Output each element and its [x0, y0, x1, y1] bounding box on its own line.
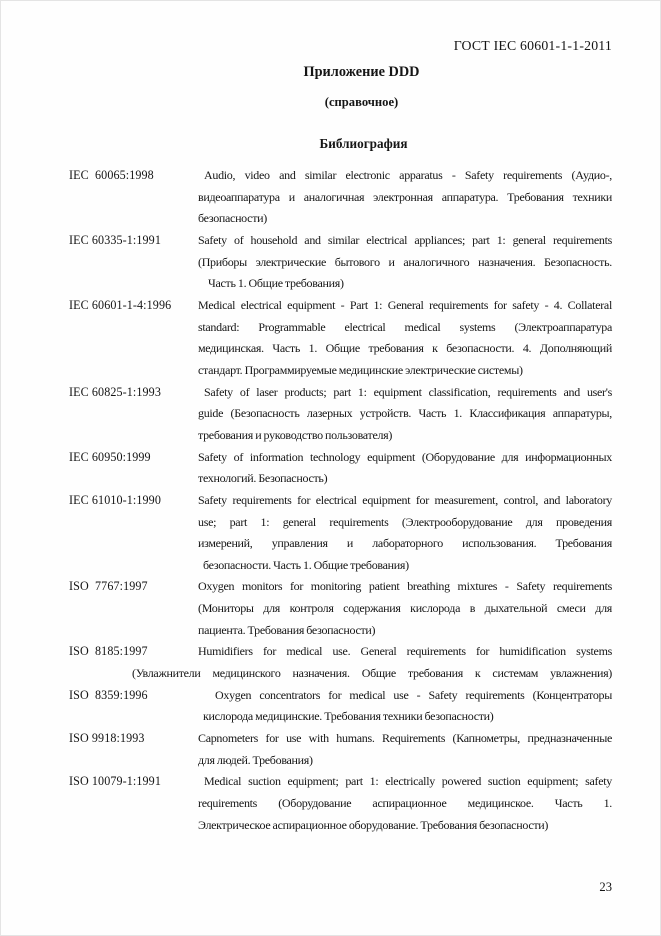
bibliography-entry [69, 490, 612, 577]
bibliography-line: Audio, video and similar electronic apparatus - Safety requirements (Аудио-, [204, 168, 612, 182]
appendix-title: Приложение DDD [303, 64, 420, 80]
standard-code: ISO 9918:1993 [69, 731, 145, 746]
bibliography-line: Safety of laser products; part 1: equipment classification, requirements and user's [204, 384, 612, 399]
standard-description [198, 230, 612, 295]
standard-code: ISO 10079-1:1991 [69, 774, 161, 789]
bibliography-entry [69, 230, 612, 295]
standard-description [198, 165, 612, 230]
document-standard-header: ГОСТ IEC 60601-1-1-2011 [453, 38, 612, 53]
standard-description [198, 490, 612, 577]
bibliography-line: медицинская. Часть 1. Общие требования к безопасности. 4. Дополняющий [198, 341, 612, 356]
bibliography-line: требования и руководство пользователя) [198, 427, 393, 442]
standard-code: IEC 61010-1:1990 [69, 492, 161, 507]
standard-code: IEC 60065:1998 [69, 168, 154, 182]
bibliography-entry [69, 295, 612, 382]
bibliography-line: standard: Programmable electrical medical systems (Электроаппаратура [198, 319, 612, 334]
bibliography-entry [69, 576, 612, 641]
page-number: 23 [599, 880, 612, 894]
bibliography-line: Medical electrical equipment - Part 1: General requirements for safety - 4. Collateral [198, 297, 612, 312]
bibliography-line: requirements (Оборудование аспирационное медицинское. Часть 1. [198, 796, 612, 811]
standard-code: IEC 60950:1999 [69, 449, 151, 464]
bibliography-entry [69, 382, 612, 447]
bibliography-line: Часть 1. Общие требования) [208, 276, 344, 291]
bibliography-line: guide (Безопасность лазерных устройств. Часть 1. Классификация аппаратуры, [198, 406, 612, 421]
bibliography-line: кислорода медицинские. Требования техники безопасности) [203, 709, 494, 724]
bibliography-line: технологий. Безопасность) [198, 471, 328, 486]
standard-code: IEC 60601-1-4:1996 [69, 297, 172, 312]
bibliography-line: пациента. Требования безопасности) [198, 622, 376, 637]
standard-description [198, 576, 612, 641]
bibliography-section-title: Библиография [319, 136, 408, 151]
bibliography-entry [69, 447, 612, 490]
bibliography-line: Capnometers for use with humans. Requirements (Капнометры, предназначенные [198, 731, 612, 746]
bibliography-line: видеоаппаратура и аналогичная электронная аппаратура. Требования техники [198, 189, 612, 204]
standard-description [198, 295, 612, 382]
bibliography-line: стандарт. Программируемые медицинские электрические системы) [198, 362, 523, 377]
standard-description [198, 447, 612, 490]
standard-description [132, 641, 612, 684]
standard-code: IEC 60335-1:1991 [69, 232, 161, 247]
appendix-subtitle: (справочное) [324, 95, 399, 109]
bibliography-line: Safety of household and similar electrical appliances; part 1: general requirements [198, 232, 612, 247]
bibliography-line: Humidifiers for medical use. General requirements for humidification systems [198, 644, 612, 659]
bibliography-line: Oxygen monitors for monitoring patient breathing mixtures - Safety requirements [198, 579, 612, 594]
bibliography-entry [69, 771, 612, 836]
bibliography-line: Medical suction equipment; part 1: electrically powered suction equipment; safety [204, 774, 612, 789]
bibliography-line: Oxygen concentrators for medical use - Safety requirements (Концентраторы [215, 687, 612, 702]
standard-description [198, 382, 612, 447]
bibliography-line: (Мониторы для контроля содержания кислорода в дыхательной смеси для [198, 601, 612, 616]
standard-code: ISO 8359:1996 [69, 687, 148, 702]
bibliography-entry [69, 685, 612, 728]
bibliography-list [69, 165, 612, 836]
standard-description [198, 771, 612, 836]
standard-description [198, 685, 612, 728]
bibliography-entry [69, 165, 612, 230]
bibliography-line: use; part 1: general requirements (Электрооборудование для проведения [198, 514, 612, 529]
bibliography-line: Safety of information technology equipment (Оборудование для информационных [198, 449, 612, 464]
bibliography-line: безопасности. Часть 1. Общие требования) [203, 557, 409, 572]
standard-description [198, 728, 612, 771]
bibliography-line: безопасности) [198, 211, 267, 226]
bibliography-entry [69, 641, 612, 684]
bibliography-line: для людей. Требования) [198, 752, 313, 767]
bibliography-line: измерений, управления и лабораторного использования. Требования [198, 536, 612, 551]
bibliography-line: Электрическое аспирационное оборудование. Требования безопасности) [198, 817, 549, 832]
standard-code: IEC 60825-1:1993 [69, 384, 161, 399]
bibliography-entry [69, 728, 612, 771]
standard-code: ISO 8185:1997 [69, 644, 148, 659]
bibliography-line: (Увлажнители медицинского назначения. Общие требования к системам увлажнения) [132, 666, 612, 681]
standard-code: ISO 7767:1997 [69, 579, 148, 594]
bibliography-line: Safety requirements for electrical equipment for measurement, control, and laboratory [198, 492, 612, 507]
bibliography-line: (Приборы электрические бытового и аналогичного назначения. Безопасность. [198, 254, 612, 269]
